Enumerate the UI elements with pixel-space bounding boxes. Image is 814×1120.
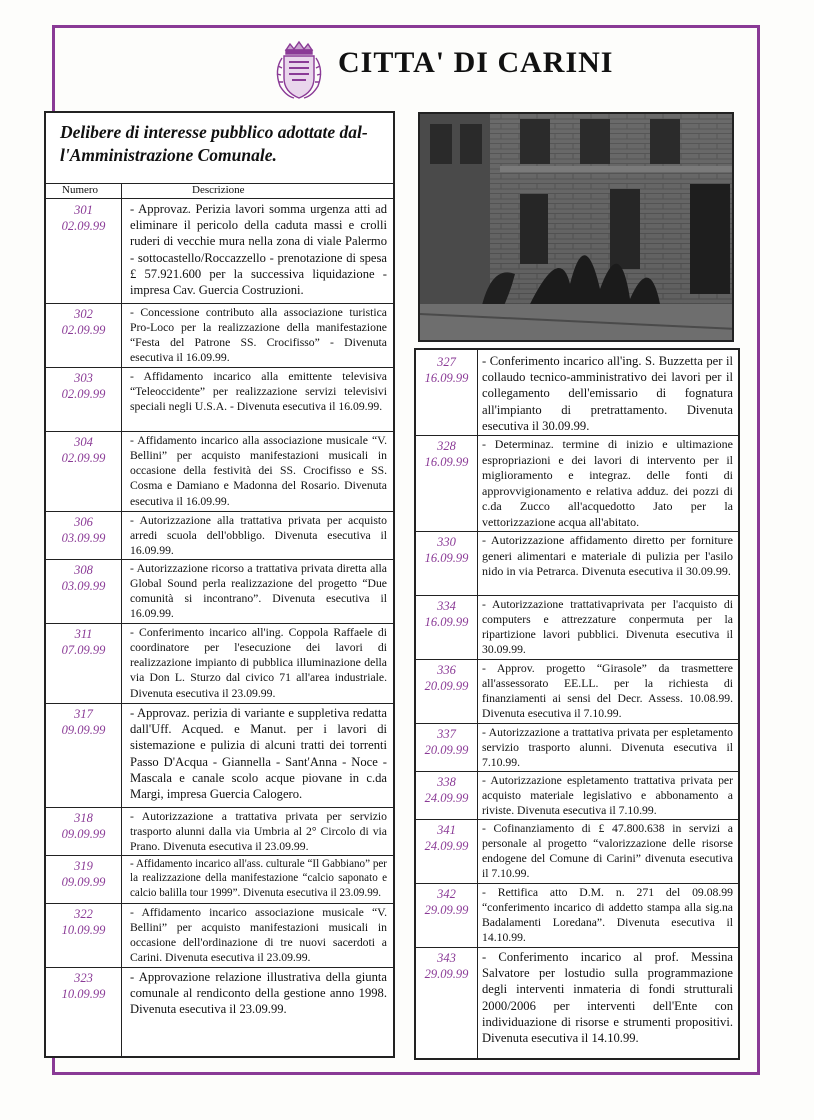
entry-number xyxy=(416,822,477,854)
entry-id: 301 xyxy=(74,203,93,217)
list-item xyxy=(416,820,738,884)
entry-description: - Autorizzazione alla trattativa privata per acquisto arredi scuola dell'obbligo. Divenuta esecutiva il 16.09.99. xyxy=(130,514,387,558)
list-item xyxy=(46,368,393,432)
entry-number xyxy=(46,306,121,338)
entry-id: 341 xyxy=(437,823,456,837)
list-item xyxy=(46,304,393,368)
entry-description: - Determinaz. termine di inizio e ultimazione espropriazioni e dei lavori di intervento per il miglioramento e integraz. delle fonti di approvvigionamento e relativa adduz. dei pozzi di c.da Zucco all'acquedotto Jato per la vettorizzazione acqua all'abitato. xyxy=(482,437,733,529)
entry-id: 327 xyxy=(437,355,456,369)
list-item xyxy=(416,948,738,1058)
entry-description: - Rettifica atto D.M. n. 271 del 09.08.99 “conferimento incarico di addetto stampa alla sig.na Badalamenti Loredana”. Divenuta esecutiva il 14.10.99. xyxy=(482,886,733,945)
list-item xyxy=(46,624,393,704)
entry-id: 338 xyxy=(437,775,456,789)
list-item xyxy=(416,724,738,772)
entry-id: 322 xyxy=(74,907,93,921)
entry-date: 02.09.99 xyxy=(61,387,106,401)
entry-id: 303 xyxy=(74,371,93,385)
entry-number xyxy=(416,534,477,566)
entry-number xyxy=(46,810,121,842)
entry-id: 323 xyxy=(74,971,93,985)
entry-number xyxy=(46,202,121,234)
entry-number xyxy=(46,970,121,1002)
entry-number xyxy=(46,626,121,658)
entry-number xyxy=(416,598,477,630)
entry-number xyxy=(416,950,477,982)
entry-description: - Affidamento incarico all'ass. culturale “Il Gabbiano” per la realizzazione della manifestazione “calcio saponato e calcio balilla tour 1999”. Divenuta esecutiva il 23.09.99. xyxy=(130,858,387,899)
entry-id: 328 xyxy=(437,439,456,453)
right-panel xyxy=(414,348,740,1060)
entry-date: 09.09.99 xyxy=(61,827,106,841)
entry-number xyxy=(416,774,477,806)
entry-id: 343 xyxy=(437,951,456,965)
entry-description: - Conferimento incarico all'ing. Coppola Raffaele di coordinatore per l'esecuzione dei lavori di realizzazione impianto di pubblica illuminazione della via Don L. Sturzo dal civico 71 all'area industriale. Divenuta esecutiva il 23.09.99. xyxy=(130,626,387,700)
list-item xyxy=(46,512,393,560)
entry-number xyxy=(416,438,477,470)
entry-date: 29.09.99 xyxy=(424,903,469,917)
entry-date: 16.09.99 xyxy=(424,455,469,469)
entry-id: 330 xyxy=(437,535,456,549)
list-item xyxy=(46,808,393,856)
list-item xyxy=(46,432,393,512)
panel-title: Delibere di interesse pubblico adottate dal-l'Amministrazione Comunale. xyxy=(60,122,368,165)
entry-date: 20.09.99 xyxy=(424,743,469,757)
list-item xyxy=(416,660,738,724)
entry-description: - Autorizzazione a trattativa privata per espletamento servizio trasporto alunni. Divenuta esecutiva il 7.10.99. xyxy=(482,726,733,770)
column-header-number: Numero xyxy=(62,184,99,196)
entry-number xyxy=(46,434,121,466)
list-item xyxy=(46,856,393,904)
entry-number xyxy=(46,562,121,594)
entry-date: 09.09.99 xyxy=(61,723,106,737)
column-header-description: Descrizione xyxy=(192,184,245,196)
entry-description: - Approvaz. perizia di variante e suppletiva redatta dall'Uff. Acqued. e Manut. per i lavori di sistemazione e pulizia di alcuni tratti dei torrenti Passo D'Acqua - Giannella - Sant'Anna - Noce - Mascala e canale scolo acque piovane in c.da Margi, impresa Guercia Calogero. xyxy=(130,706,387,802)
entry-date: 10.09.99 xyxy=(61,987,106,1001)
page-title: CITTA' DI CARINI xyxy=(338,46,614,79)
entry-description: - Autorizzazione trattativaprivata per l'acquisto di computers e attrezzature conpermuta per la ripartizione lavori pubblici. Divenuta esecutiva il 30.09.99. xyxy=(482,598,733,657)
entry-date: 02.09.99 xyxy=(61,323,106,337)
entry-date: 24.09.99 xyxy=(424,839,469,853)
entry-description: - Autorizzazione affidamento diretto per forniture generi alimentari e materiale di pulizia per l'asilo nido in via Petrarca. Divenuta esecutiva il 30.09.99. xyxy=(482,533,733,578)
entry-number xyxy=(416,726,477,758)
entry-date: 03.09.99 xyxy=(61,531,106,545)
entry-description: - Approv. progetto “Girasole” da trasmettere all'assessorato EE.LL. per la richiesta di finanziamenti ai sensi del Decr. Assess. 10.08.99. Divenuta esecutiva il 7.10.99. xyxy=(482,662,733,721)
entry-description: - Conferimento incarico all'ing. S. Buzzetta per il collaudo tecnico-amministrativo dei lavori per il collegamento dell'emissario di fognatura all'impianto di pretrattamento. Divenuta esecutiva il 30.09.99. xyxy=(482,354,733,433)
entry-id: 319 xyxy=(74,859,93,873)
entry-description: - Approvazione relazione illustrativa della giunta comunale al rendiconto della gestione anno 1998. Divenuta esecutiva il 23.09.99. xyxy=(130,970,387,1017)
entry-id: 337 xyxy=(437,727,456,741)
entry-number xyxy=(46,858,121,890)
left-panel xyxy=(44,111,395,1058)
entry-description: - Autorizzazione espletamento trattativa privata per acquisto materiale legislativo e abbonamento a riviste. Divenuta esecutiva il 7.10.99. xyxy=(482,774,733,818)
entry-number xyxy=(46,514,121,546)
entry-description: - Autorizzazione ricorso a trattativa privata diretta alla Global Sound perla realizzazione del progetto “Due comunità si incontrano”. Divenuta esecutiva il 16.09.99. xyxy=(130,562,387,621)
city-crest-icon xyxy=(272,40,326,102)
entry-description: - Affidamento incarico associazione musicale “V. Bellini” per acquisto manifestazioni musicali in occasione dell'ordinazione di tre nuovi sacerdoti a Carini. Divenuta esecutiva il 23.09.99. xyxy=(130,906,387,965)
entry-description: - Affidamento incarico alla associazione musicale “V. Bellini” per acquisto manifestazioni musicali in occasione della festività dei SS. Crocifisso e SS. Cosma e Damiano e Madonna del Rosario. Divenuta esecutiva il 16.09.99. xyxy=(130,434,387,508)
entry-number xyxy=(46,370,121,402)
entry-date: 02.09.99 xyxy=(61,451,106,465)
entry-id: 306 xyxy=(74,515,93,529)
entry-date: 09.09.99 xyxy=(61,875,106,889)
entry-date: 24.09.99 xyxy=(424,791,469,805)
entry-id: 336 xyxy=(437,663,456,677)
list-item xyxy=(416,772,738,820)
entry-description: - Concessione contributo alla associazione turistica Pro-Loco per la realizzazione della manifestazione “Festa del Patrone SS. Crocifisso” - Divenuta esecutiva il 16.09.99. xyxy=(130,306,387,365)
list-item xyxy=(46,200,393,304)
list-item xyxy=(416,436,738,532)
entry-id: 302 xyxy=(74,307,93,321)
entry-id: 317 xyxy=(74,707,93,721)
entry-date: 03.09.99 xyxy=(61,579,106,593)
entry-date: 07.09.99 xyxy=(61,643,106,657)
building-facade-photo xyxy=(418,112,734,342)
entry-number xyxy=(416,886,477,918)
entry-description: - Affidamento incarico alla emittente televisiva “Teleoccidente” per realizzazione servizi televisivi speciali negli U.S.A. - Divenuta esecutiva il 16.09.99. xyxy=(130,370,387,414)
entry-id: 342 xyxy=(437,887,456,901)
list-item xyxy=(416,352,738,436)
entry-id: 334 xyxy=(437,599,456,613)
list-item xyxy=(416,532,738,596)
entry-date: 16.09.99 xyxy=(424,615,469,629)
entry-date: 20.09.99 xyxy=(424,679,469,693)
entry-date: 02.09.99 xyxy=(61,219,106,233)
entry-number xyxy=(46,706,121,738)
entry-id: 308 xyxy=(74,563,93,577)
entry-description: - Approvaz. Perizia lavori somma urgenza atti ad eliminare il pericolo della caduta massi e crolli ruderi di vecchie mura nella zona di viale Palermo - sottocastello/Roccazzello - prenotazione di spesa £ 57.921.600 per la successiva liquidazione - impresa Cav. Guercia Costruzioni. xyxy=(130,202,387,298)
list-item xyxy=(416,596,738,660)
entry-date: 10.09.99 xyxy=(61,923,106,937)
list-item xyxy=(46,704,393,808)
entry-date: 16.09.99 xyxy=(424,551,469,565)
entry-description: - Autorizzazione a trattativa privata per servizio trasporto alunni dalla via Umbria al 2° Circolo di via Prano. Divenuta esecutiva il 23.09.99. xyxy=(130,810,387,854)
entry-number xyxy=(416,662,477,694)
entry-description: - Cofinanziamento di £ 47.800.638 in servizi a personale al progetto “valorizzazione delle risorse endogene del Comune di Carini” divenuta esecutiva il 7.10.99. xyxy=(482,822,733,881)
entry-id: 311 xyxy=(74,627,93,641)
entry-number xyxy=(416,354,477,386)
entry-date: 29.09.99 xyxy=(424,967,469,981)
entry-description: - Conferimento incarico al prof. Messina Salvatore per lostudio sulla programmazione degli interventi inmateria di fondi strutturali 2000/2006 per interventi dell'Ente con individuazione di risorse e strumenti propositivi. Divenuta esecutiva il 14.10.99. xyxy=(482,950,733,1046)
entry-id: 318 xyxy=(74,811,93,825)
list-item xyxy=(46,968,393,1038)
entry-date: 16.09.99 xyxy=(424,371,469,385)
list-item xyxy=(46,904,393,968)
entry-number xyxy=(46,906,121,938)
list-item xyxy=(46,560,393,624)
column-header-row xyxy=(46,183,393,199)
list-item xyxy=(416,884,738,948)
entry-id: 304 xyxy=(74,435,93,449)
